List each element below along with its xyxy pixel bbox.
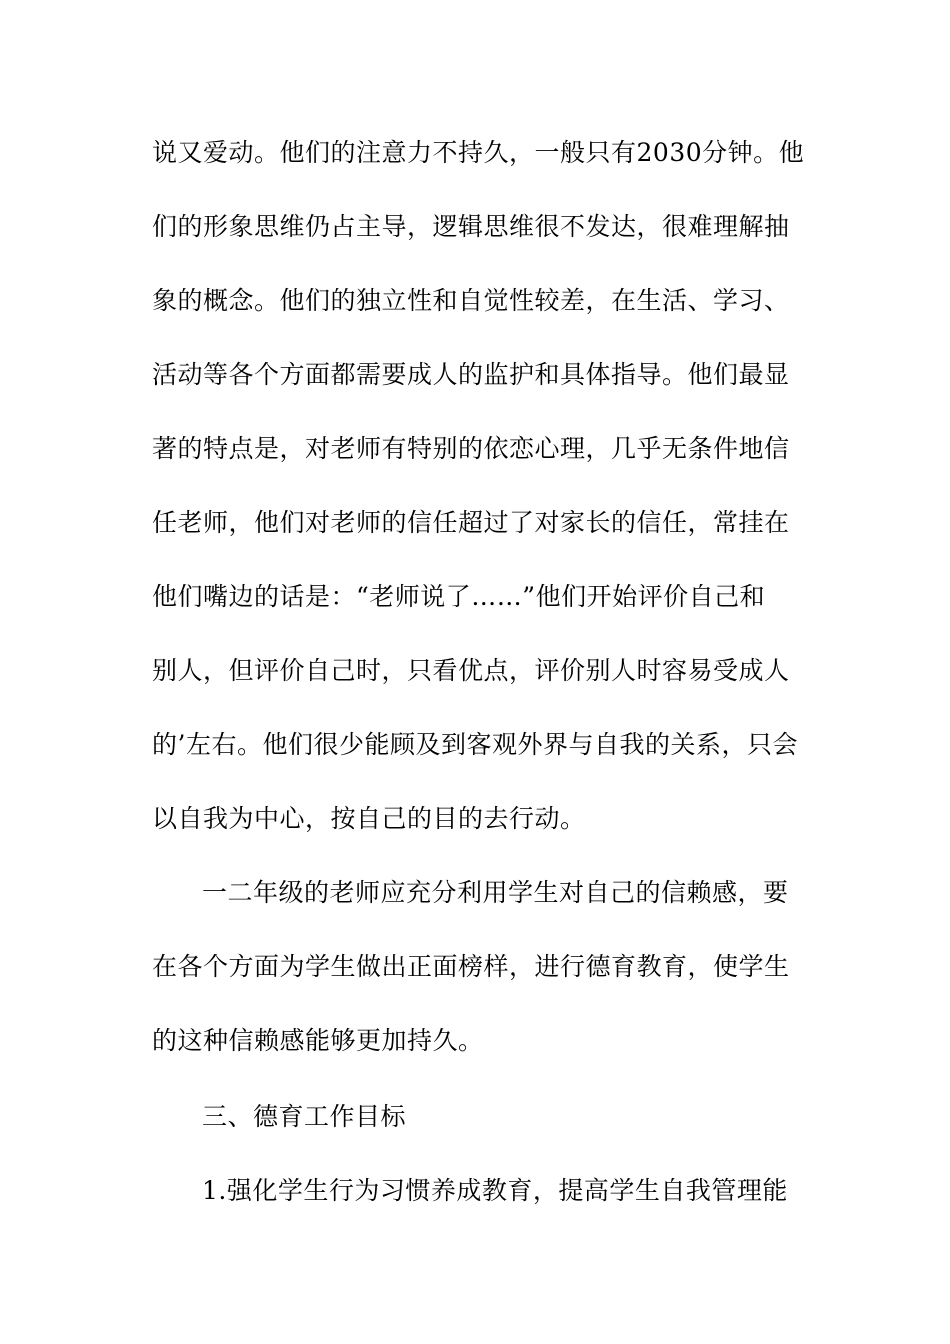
- paragraph-line: 的’左右。他们很少能顾及到客观外界与自我的关系，只会: [152, 730, 798, 759]
- paragraph-line: 一二年级的老师应充分利用学生对自己的信赖感，要: [202, 878, 789, 907]
- paragraph-line: 象的概念。他们的独立性和自觉性较差，在生活、学习、: [152, 286, 790, 315]
- paragraph-line: 以自我为中心，按自己的目的去行动。: [152, 804, 586, 833]
- paragraph-line: 活动等各个方面都需要成人的监护和具体指导。他们最显: [152, 360, 790, 389]
- paragraph-line: 别人，但评价自己时，只看优点，评价别人时容易受成人: [152, 656, 790, 685]
- paragraph-line: 他们嘴边的话是：“老师说了……”他们开始评价自己和: [152, 582, 766, 611]
- section-heading: 三、德育工作目标: [202, 1102, 407, 1131]
- paragraph-line: 著的特点是，对老师有特别的依恋心理，几乎无条件地信: [152, 434, 790, 463]
- paragraph-line: 任老师，他们对老师的信任超过了对家长的信任，常挂在: [152, 508, 790, 537]
- paragraph-line: 们的形象思维仍占主导，逻辑思维很不发达，很难理解抽: [152, 212, 790, 241]
- paragraph-line: 的这种信赖感能够更加持久。: [152, 1026, 484, 1055]
- paragraph-line: 说又爱动。他们的注意力不持久，一般只有2030分钟。他: [152, 138, 805, 167]
- list-item: 1.强化学生行为习惯养成教育，提高学生自我管理能: [202, 1176, 788, 1205]
- paragraph-line: 在各个方面为学生做出正面榜样，进行德育教育，使学生: [152, 952, 790, 981]
